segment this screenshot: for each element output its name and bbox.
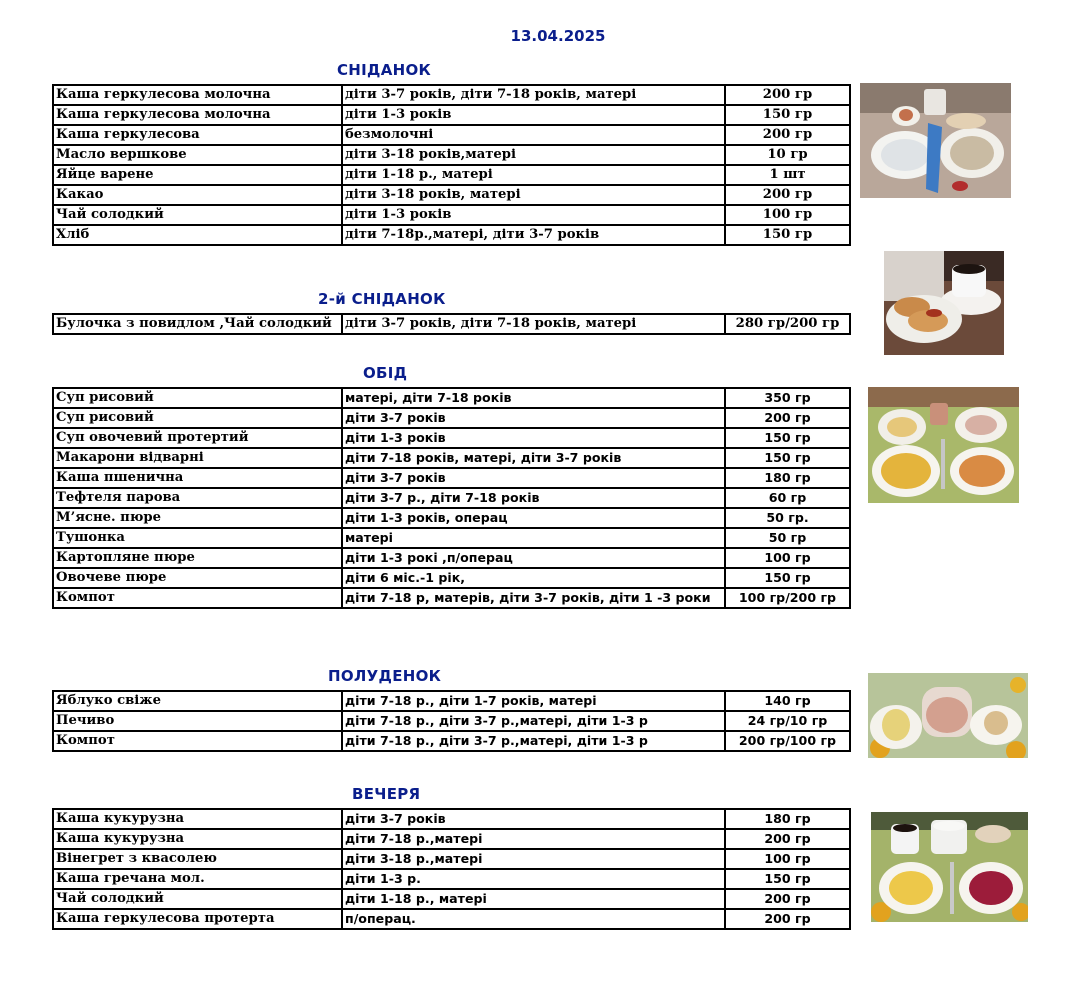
dish-audience: діти 7-18 р., діти 3-7 р.,матері, діти 1-3 р [342, 731, 725, 751]
dish-portion: 50 гр [725, 528, 850, 548]
dish-audience: діти 1-3 років [342, 105, 725, 125]
table-row [53, 588, 850, 608]
dish-audience: діти 1-3 р. [342, 869, 725, 889]
second-breakfast-photo [884, 251, 1004, 355]
dish-name: Каша кукурузна [53, 829, 342, 849]
dish-audience: діти 7-18 р.,матері [342, 829, 725, 849]
dish-audience: діти 3-18 р.,матері [342, 849, 725, 869]
table-row [53, 809, 850, 829]
dish-name: Картопляне пюре [53, 548, 342, 568]
dish-audience: діти 3-7 років [342, 809, 725, 829]
dish-portion: 150 гр [725, 869, 850, 889]
dish-audience: безмолочні [342, 125, 725, 145]
dish-audience: п/операц. [342, 909, 725, 929]
table-row [53, 711, 850, 731]
dish-portion: 1 шт [725, 165, 850, 185]
table-row [53, 869, 850, 889]
table-row [53, 314, 850, 334]
dish-portion: 200 гр/100 гр [725, 731, 850, 751]
dish-portion: 100 гр [725, 548, 850, 568]
dish-audience: діти 3-7 років, діти 7-18 років, матері [342, 314, 725, 334]
dish-audience: діти 1-3 років, операц [342, 508, 725, 528]
dish-audience: діти 1-3 рокі ,п/операц [342, 548, 725, 568]
dish-audience: діти 3-7 років, діти 7-18 років, матері [342, 85, 725, 105]
dish-audience: діти 7-18 р., діти 3-7 р.,матері, діти 1-3 р [342, 711, 725, 731]
dish-portion: 280 гр/200 гр [725, 314, 850, 334]
dish-audience: діти 1-18 р., матері [342, 889, 725, 909]
dish-name: Каша геркулесова [53, 125, 342, 145]
section-title-dinner: ВЕЧЕРЯ [352, 785, 421, 803]
dish-audience: діти 1-3 років [342, 205, 725, 225]
table-row [53, 731, 850, 751]
table-row [53, 185, 850, 205]
menu-date: 13.04.2025 [510, 27, 606, 45]
section-title-breakfast: СНІДАНОК [337, 61, 432, 79]
dish-portion: 60 гр [725, 488, 850, 508]
table-row [53, 145, 850, 165]
table-row [53, 488, 850, 508]
dish-portion: 200 гр [725, 125, 850, 145]
dish-audience: діти 3-18 років, матері [342, 185, 725, 205]
dish-portion: 180 гр [725, 809, 850, 829]
dish-name: Каша геркулесова молочна [53, 85, 342, 105]
dish-portion: 200 гр [725, 408, 850, 428]
dish-name: Хліб [53, 225, 342, 245]
dish-portion: 50 гр. [725, 508, 850, 528]
table-row [53, 829, 850, 849]
dish-name: Яблуко свіже [53, 691, 342, 711]
table-row [53, 388, 850, 408]
dish-audience: матері, діти 7-18 років [342, 388, 725, 408]
dish-name: Вінегрет з квасолею [53, 849, 342, 869]
table-row [53, 105, 850, 125]
dish-name: Булочка з повидлом ,Чай солодкий [53, 314, 342, 334]
dish-audience: діти 7-18 р., діти 1-7 років, матері [342, 691, 725, 711]
dish-name: Суп рисовий [53, 388, 342, 408]
dish-portion: 100 гр/200 гр [725, 588, 850, 608]
dish-name: Чай солодкий [53, 889, 342, 909]
lunch-table [52, 387, 851, 609]
lunch-photo [868, 387, 1019, 503]
table-row [53, 428, 850, 448]
dish-audience: діти 3-7 років [342, 468, 725, 488]
section-title-afternoon-snack: ПОЛУДЕНОК [328, 667, 442, 685]
dish-name: Каша пшенична [53, 468, 342, 488]
dish-audience: діти 3-18 років,матері [342, 145, 725, 165]
dish-portion: 200 гр [725, 829, 850, 849]
table-row [53, 691, 850, 711]
table-row [53, 528, 850, 548]
dish-portion: 150 гр [725, 105, 850, 125]
dish-name: Яйце варене [53, 165, 342, 185]
dish-audience: діти 3-7 років [342, 408, 725, 428]
dish-name: Каша геркулесова протерта [53, 909, 342, 929]
table-row [53, 548, 850, 568]
table-row [53, 508, 850, 528]
section-title-second-breakfast: 2-й СНІДАНОК [318, 290, 446, 308]
dish-portion: 24 гр/10 гр [725, 711, 850, 731]
dish-portion: 150 гр [725, 568, 850, 588]
table-row [53, 85, 850, 105]
afternoon-snack-photo [868, 673, 1028, 758]
dish-name: Каша геркулесова молочна [53, 105, 342, 125]
table-row [53, 889, 850, 909]
table-row [53, 205, 850, 225]
dish-portion: 150 гр [725, 428, 850, 448]
dish-portion: 200 гр [725, 185, 850, 205]
dish-portion: 180 гр [725, 468, 850, 488]
dish-portion: 10 гр [725, 145, 850, 165]
dinner-photo [871, 812, 1028, 922]
dish-name: Чай солодкий [53, 205, 342, 225]
dish-audience: діти 1-18 р., матері [342, 165, 725, 185]
table-row [53, 165, 850, 185]
table-row [53, 408, 850, 428]
dish-audience: матері [342, 528, 725, 548]
dish-portion: 150 гр [725, 448, 850, 468]
dish-name: Компот [53, 588, 342, 608]
dish-name: Тефтеля парова [53, 488, 342, 508]
dish-audience: діти 7-18 років, матері, діти 3-7 років [342, 448, 725, 468]
table-row [53, 448, 850, 468]
dinner-table [52, 808, 851, 930]
dish-portion: 100 гр [725, 205, 850, 225]
dish-name: Каша гречана мол. [53, 869, 342, 889]
dish-portion: 140 гр [725, 691, 850, 711]
table-row [53, 125, 850, 145]
dish-portion: 200 гр [725, 909, 850, 929]
dish-audience: діти 3-7 р., діти 7-18 років [342, 488, 725, 508]
dish-portion: 350 гр [725, 388, 850, 408]
dish-name: М’ясне. пюре [53, 508, 342, 528]
table-row [53, 468, 850, 488]
dish-name: Компот [53, 731, 342, 751]
dish-name: Тушонка [53, 528, 342, 548]
dish-audience: діти 1-3 років [342, 428, 725, 448]
dish-name: Печиво [53, 711, 342, 731]
second-breakfast-table [52, 313, 851, 335]
afternoon-snack-table [52, 690, 851, 752]
dish-portion: 200 гр [725, 85, 850, 105]
table-row [53, 225, 850, 245]
table-row [53, 568, 850, 588]
dish-name: Масло вершкове [53, 145, 342, 165]
dish-name: Овочеве пюре [53, 568, 342, 588]
table-row [53, 849, 850, 869]
dish-name: Каша кукурузна [53, 809, 342, 829]
dish-portion: 100 гр [725, 849, 850, 869]
dish-name: Суп рисовий [53, 408, 342, 428]
breakfast-photo [860, 83, 1011, 198]
dish-audience: діти 7-18 р, матерів, діти 3-7 років, діти 1 -3 роки [342, 588, 725, 608]
breakfast-table [52, 84, 851, 246]
dish-audience: діти 6 міс.-1 рік, [342, 568, 725, 588]
dish-portion: 200 гр [725, 889, 850, 909]
dish-name: Какао [53, 185, 342, 205]
dish-name: Суп овочевий протертий [53, 428, 342, 448]
dish-name: Макарони відварні [53, 448, 342, 468]
dish-portion: 150 гр [725, 225, 850, 245]
section-title-lunch: ОБІД [363, 364, 408, 382]
dish-audience: діти 7-18р.,матері, діти 3-7 років [342, 225, 725, 245]
table-row [53, 909, 850, 929]
